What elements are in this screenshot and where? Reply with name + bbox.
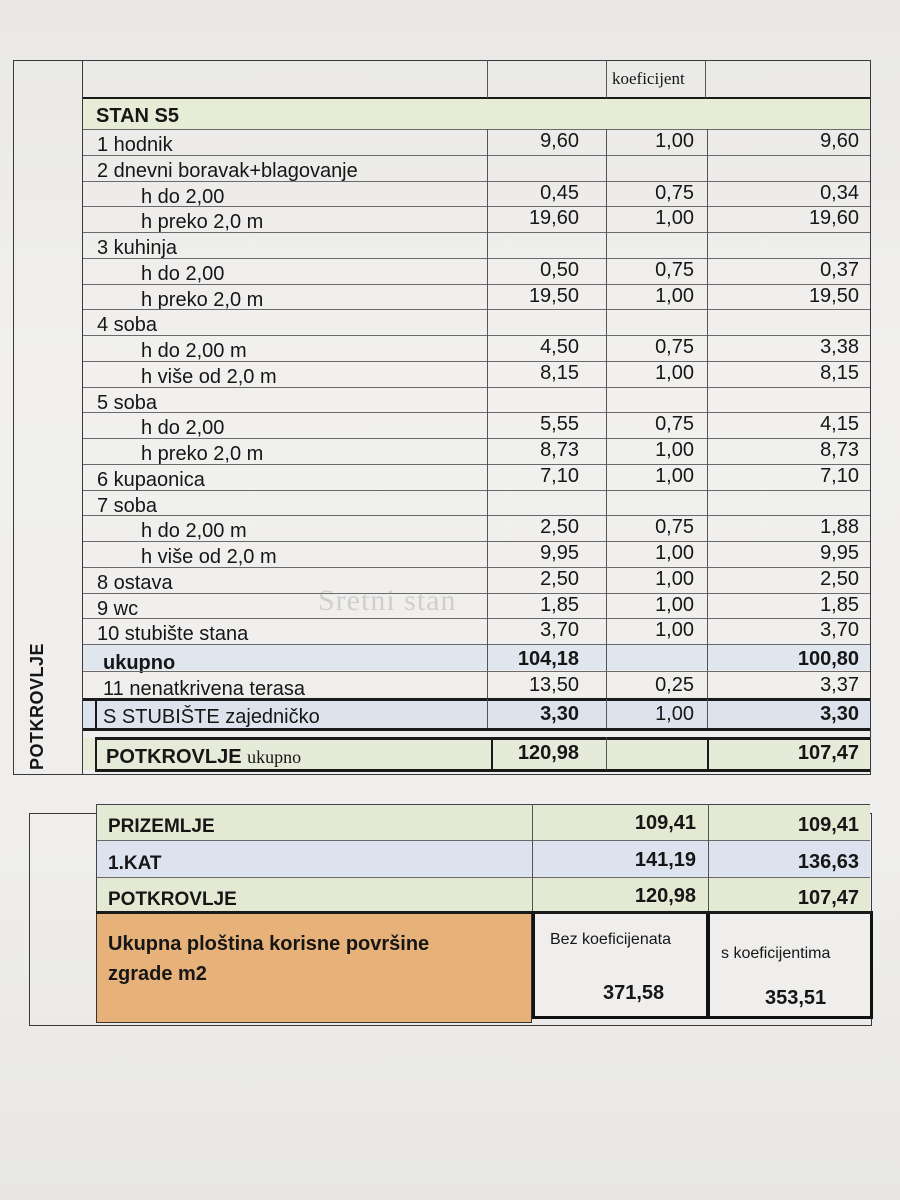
row-coef-area: 0,37 bbox=[820, 259, 859, 281]
row-coef: 0,75 bbox=[655, 516, 694, 538]
row-coef-area: 19,50 bbox=[808, 285, 859, 307]
row-area: 0,45 bbox=[540, 182, 579, 204]
row-area: 1,85 bbox=[540, 594, 579, 616]
row-coef: 1,00 bbox=[655, 207, 694, 229]
table-row bbox=[83, 361, 870, 387]
row-coef-area: 3,38 bbox=[820, 336, 859, 358]
row-label: h do 2,00 bbox=[141, 417, 225, 439]
summary-row-label: POTKROVLJE bbox=[108, 889, 237, 910]
row-area: 9,95 bbox=[540, 542, 579, 564]
summary-row-label: 1.KAT bbox=[108, 853, 162, 874]
row-label: h do 2,00 bbox=[141, 263, 225, 285]
row-area: 2,50 bbox=[540, 568, 579, 590]
potkrovlje-total-label-small: ukupno bbox=[247, 747, 302, 767]
row-coef: 1,00 bbox=[655, 285, 694, 307]
table-row bbox=[83, 464, 870, 490]
total-col-c-value: 353,51 bbox=[765, 987, 827, 1009]
row-coef-area: 3,70 bbox=[820, 619, 859, 641]
row-coef: 1,00 bbox=[655, 439, 694, 461]
potkrovlje-total-label-bold: POTKROVLJE bbox=[106, 746, 242, 768]
row-coef-area: 7,10 bbox=[820, 465, 859, 487]
table-row bbox=[83, 515, 870, 541]
table-row bbox=[83, 593, 870, 619]
table-row bbox=[83, 309, 870, 335]
total-label-line2: zgrade m2 bbox=[108, 963, 207, 985]
table-row bbox=[83, 490, 870, 516]
row-coef-area: 1,85 bbox=[820, 594, 859, 616]
stubiste-coef-area: 3,30 bbox=[820, 703, 859, 725]
row-label: 3 kuhinja bbox=[97, 237, 178, 259]
row-label: h do 2,00 m bbox=[141, 520, 247, 542]
summary-row-coef-area: 109,41 bbox=[797, 814, 859, 836]
row-area: 7,10 bbox=[540, 465, 579, 487]
stan-title-band bbox=[83, 99, 870, 129]
row-coef-area: 1,88 bbox=[820, 516, 859, 538]
row-coef: 1,00 bbox=[655, 465, 694, 487]
summary-row-label: PRIZEMLJE bbox=[108, 816, 215, 837]
table-row bbox=[83, 541, 870, 567]
row-label: 2 dnevni boravak+blagovanje bbox=[97, 160, 358, 182]
potkrovlje-total-area: 120,98 bbox=[517, 742, 579, 764]
table-row bbox=[83, 412, 870, 438]
row-label: h do 2,00 m bbox=[141, 340, 247, 362]
row-coef-area: 9,60 bbox=[820, 130, 859, 152]
row-area: 2,50 bbox=[540, 516, 579, 538]
table-row bbox=[83, 155, 870, 181]
stubiste-area: 3,30 bbox=[540, 703, 579, 725]
summary-row-coef-area: 107,47 bbox=[797, 887, 859, 909]
row-coef: 0,75 bbox=[655, 336, 694, 358]
stubiste-label: S STUBIŠTE zajedničko bbox=[103, 706, 320, 728]
row-area: 9,60 bbox=[540, 130, 579, 152]
row-coef-area: 8,15 bbox=[820, 362, 859, 384]
summary-row-area: 109,41 bbox=[634, 812, 696, 834]
row-coef: 0,75 bbox=[655, 259, 694, 281]
row-coef: 1,00 bbox=[655, 594, 694, 616]
summary-row-area: 120,98 bbox=[634, 885, 696, 907]
row-area: 5,55 bbox=[540, 413, 579, 435]
row-label: 4 soba bbox=[97, 314, 158, 336]
summary-row-coef-area: 136,63 bbox=[797, 851, 859, 873]
row-label: h više od 2,0 m bbox=[141, 546, 277, 568]
row-label: h više od 2,0 m bbox=[141, 366, 277, 388]
stan-title: STAN S5 bbox=[96, 105, 179, 127]
row-area: 0,50 bbox=[540, 259, 579, 281]
row-area: 3,70 bbox=[540, 619, 579, 641]
table-row bbox=[83, 387, 870, 413]
total-col-c-head: s koeficijentima bbox=[721, 945, 831, 962]
row-coef: 1,00 bbox=[655, 542, 694, 564]
row-coef: 1,00 bbox=[655, 619, 694, 641]
row-coef: 1,00 bbox=[655, 130, 694, 152]
row-area: 8,15 bbox=[540, 362, 579, 384]
row-coef-area: 0,34 bbox=[820, 182, 859, 204]
koeficijent-header: koeficijent bbox=[612, 69, 685, 88]
row-label: 10 stubište stana bbox=[97, 623, 249, 645]
row-label: 5 soba bbox=[97, 392, 158, 414]
table-row bbox=[83, 618, 870, 644]
row-area: 19,60 bbox=[528, 207, 579, 229]
potkrovlje-total-coef-area: 107,47 bbox=[797, 742, 859, 764]
table-row bbox=[83, 258, 870, 284]
stubiste-coef: 1,00 bbox=[655, 703, 694, 725]
row-label: 6 kupaonica bbox=[97, 469, 205, 491]
row-area: 4,50 bbox=[540, 336, 579, 358]
total-label-line1: Ukupna ploština korisne površine bbox=[108, 933, 430, 955]
table-row bbox=[83, 438, 870, 464]
ukupno-area: 104,18 bbox=[517, 648, 579, 670]
row-coef: 0,75 bbox=[655, 413, 694, 435]
row-label: 8 ostava bbox=[97, 572, 173, 594]
table-row bbox=[83, 206, 870, 232]
ukupno-coef-area: 100,80 bbox=[797, 648, 859, 670]
side-label-potkrovlje: POTKROVLJE bbox=[27, 642, 47, 770]
row-label: h preko 2,0 m bbox=[141, 443, 264, 465]
row-area: 19,50 bbox=[528, 285, 579, 307]
ukupno-label: ukupno bbox=[103, 652, 176, 674]
table-row bbox=[83, 181, 870, 207]
row-label: 1 hodnik bbox=[97, 134, 173, 156]
table-row bbox=[83, 232, 870, 258]
row-label: h preko 2,0 m bbox=[141, 289, 264, 311]
watermark: Sretni stan bbox=[318, 584, 457, 617]
row-coef: 1,00 bbox=[655, 568, 694, 590]
table-row bbox=[83, 335, 870, 361]
row-coef-area: 8,73 bbox=[820, 439, 859, 461]
row-coef: 1,00 bbox=[655, 362, 694, 384]
table-row bbox=[83, 129, 870, 155]
potkrovlje-total-label bbox=[106, 745, 301, 769]
row-coef-area: 4,15 bbox=[820, 413, 859, 435]
terasa-area: 13,50 bbox=[528, 674, 579, 696]
row-label: 7 soba bbox=[97, 495, 158, 517]
summary-row-area: 141,19 bbox=[634, 849, 696, 871]
row-label: h preko 2,0 m bbox=[141, 211, 264, 233]
row-label: h do 2,00 bbox=[141, 186, 225, 208]
row-label: 9 wc bbox=[97, 598, 139, 620]
total-col-a-value: 371,58 bbox=[603, 982, 665, 1004]
table-row bbox=[83, 567, 870, 593]
row-coef: 0,75 bbox=[655, 182, 694, 204]
row-area: 8,73 bbox=[540, 439, 579, 461]
table-row bbox=[83, 284, 870, 310]
row-coef-area: 19,60 bbox=[808, 207, 859, 229]
terasa-coef: 0,25 bbox=[655, 674, 694, 696]
row-coef-area: 2,50 bbox=[820, 568, 859, 590]
total-col-a-head: Bez koeficijenata bbox=[550, 931, 671, 948]
terasa-coef-area: 3,37 bbox=[820, 674, 859, 696]
terasa-label: 11 nenatkrivena terasa bbox=[103, 678, 305, 700]
row-coef-area: 9,95 bbox=[820, 542, 859, 564]
